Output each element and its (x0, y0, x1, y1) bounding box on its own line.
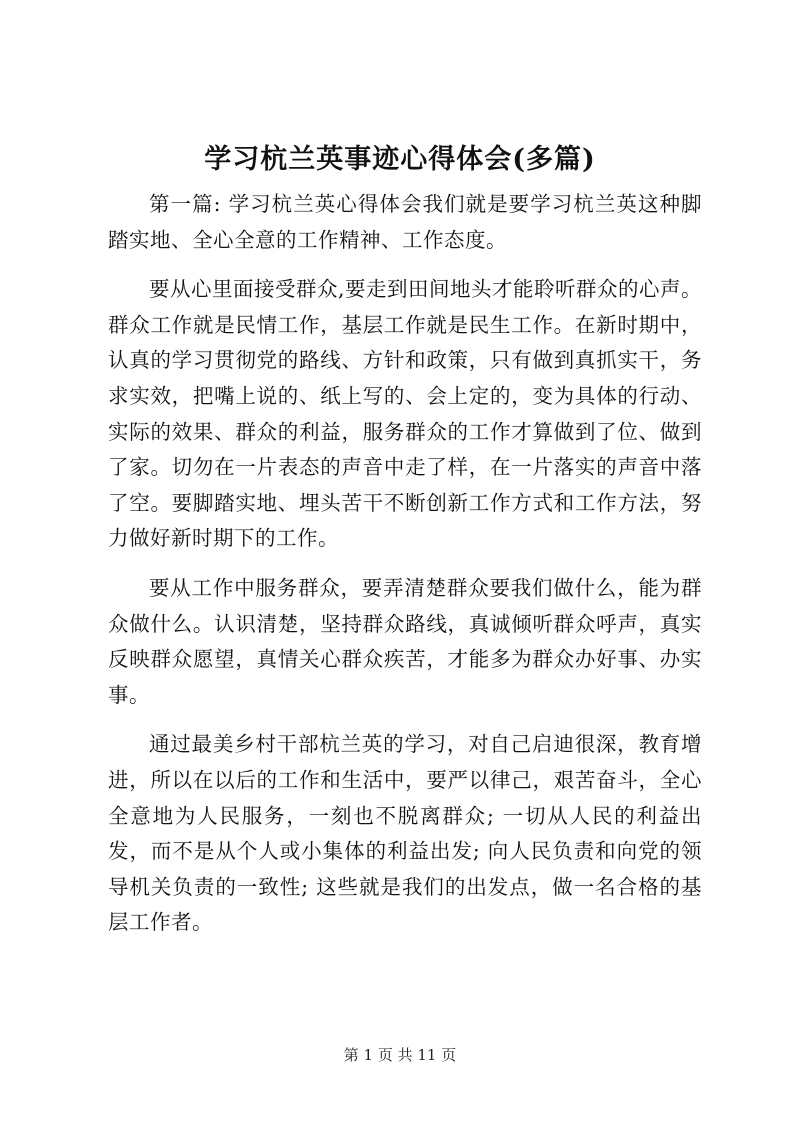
paragraph-1: 第一篇: 学习杭兰英心得体会我们就是要学习杭兰英这种脚踏实地、全心全意的工作精神、工作态度。 (108, 192, 702, 252)
paragraph-4: 通过最美乡村干部杭兰英的学习，对自己启迪很深，教育增进，所以在以后的工作和生活中，要严以律己，艰苦奋斗，全心全意地为人民服务，一刻也不脱离群众; 一切从人民的利益出发，而不是从个人或小集体的利益出发; 向人民负责和向党的领导机关负责的一致性; 这些就是我们的出发点，做一名合格的基层工作者。 (108, 732, 702, 935)
page-number-footer: 第 1 页 共 11 页 (343, 1046, 457, 1064)
paragraph-2: 要从心里面接受群众,要走到田间地头才能聆听群众的心声。群众工作就是民情工作，基层工作就是民生工作。在新时期中，认真的学习贯彻党的路线、方针和政策，只有做到真抓实干，务求实效，把嘴上说的、纸上写的、会上定的，变为具体的行动、实际的效果、群众的利益，服务群众的工作才算做到了位、做到了家。切勿在一片表态的声音中走了样，在一片落实的声音中落了空。要脚踏实地、埋头苦干不断创新工作方式和工作方法，努力做好新时期下的工作。 (108, 277, 703, 551)
document-body (108, 187, 702, 941)
paragraph-3: 要从工作中服务群众，要弄清楚群众要我们做什么，能为群众做什么。认识清楚，坚持群众路线，真诚倾听群众呼声，真实反映群众愿望，真情关心群众疾苦，才能多为群众办好事、办实事。 (108, 575, 702, 707)
document-title: 学习杭兰英事迹心得体会(多篇) (204, 144, 596, 175)
